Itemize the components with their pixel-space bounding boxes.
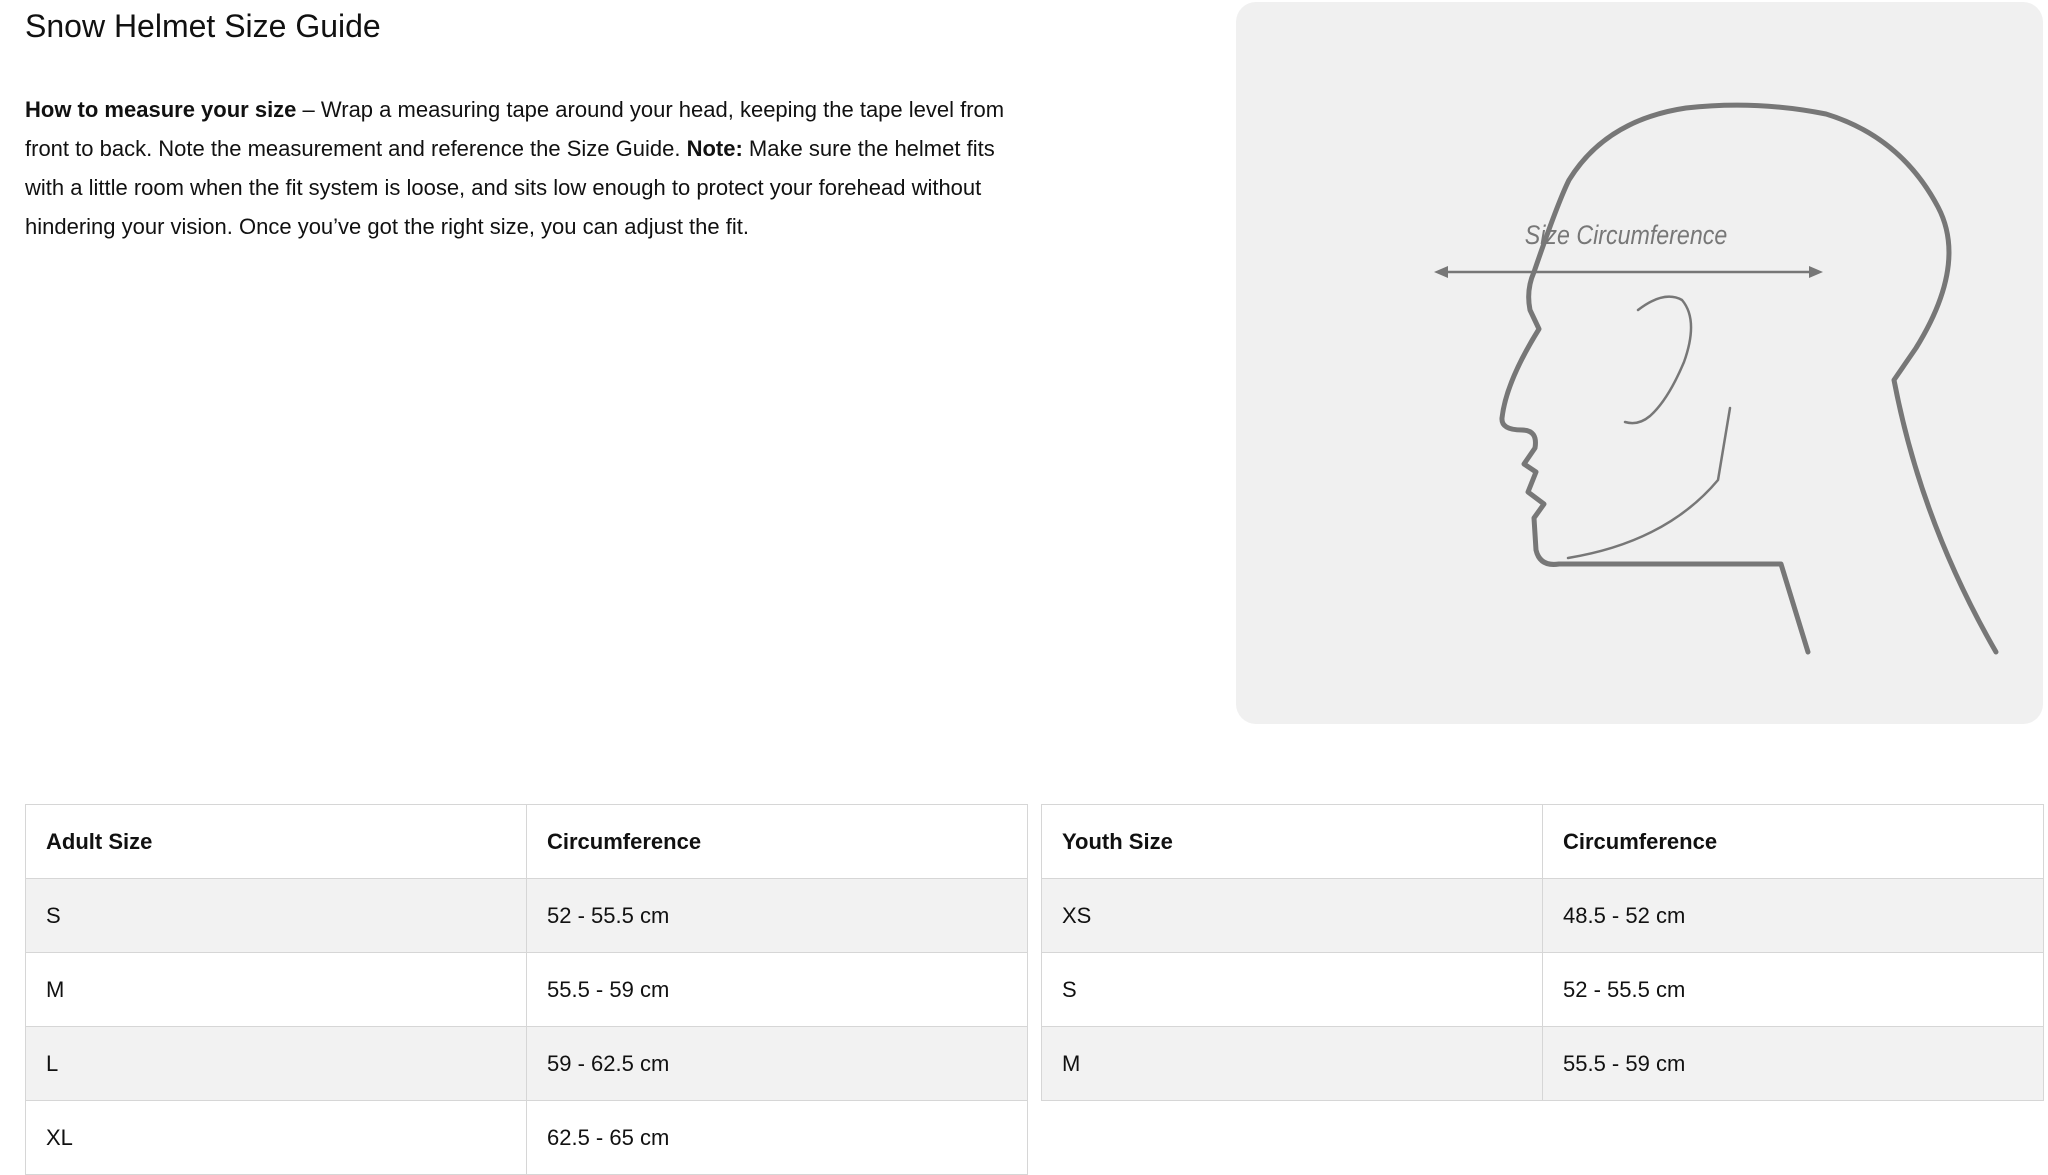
size-cell: S — [1042, 953, 1543, 1027]
size-cell: M — [26, 953, 527, 1027]
size-circumference-label: Size Circumference — [1524, 220, 1728, 251]
circumference-cell: 55.5 - 59 cm — [1543, 1027, 2044, 1101]
circumference-cell: 52 - 55.5 cm — [527, 879, 1028, 953]
size-cell: XL — [26, 1101, 527, 1175]
table-row — [1042, 953, 2044, 1027]
arrow-head-left — [1434, 266, 1448, 278]
size-cell: L — [26, 1027, 527, 1101]
size-cell: M — [1042, 1027, 1543, 1101]
measure-instructions — [25, 90, 1035, 246]
circumference-cell: 55.5 - 59 cm — [527, 953, 1028, 1027]
instructions-lead: How to measure your size — [25, 97, 297, 122]
circumference-cell: 59 - 62.5 cm — [527, 1027, 1028, 1101]
page-title: Snow Helmet Size Guide — [25, 8, 381, 44]
youth-circumference-header: Circumference — [1543, 805, 2044, 879]
adult-circumference-header: Circumference — [527, 805, 1028, 879]
table-row — [1042, 879, 2044, 953]
jaw-line — [1568, 408, 1730, 558]
arrow-head-right — [1809, 266, 1823, 278]
head-profile-diagram — [1236, 2, 2043, 724]
head-outline — [1502, 105, 1996, 652]
ear-outline — [1625, 297, 1691, 423]
youth-size-header: Youth Size — [1042, 805, 1543, 879]
table-row — [26, 1027, 1028, 1101]
table-row — [26, 953, 1028, 1027]
circumference-cell: 52 - 55.5 cm — [1543, 953, 2044, 1027]
size-cell: S — [26, 879, 527, 953]
instructions-note-label: Note: — [686, 136, 743, 161]
table-row — [1042, 1027, 2044, 1101]
instructions-note-text: Make sure the helmet fits with a little room when the fit system is loose, and sits low enough to protect your forehead without hindering your vision. Once you’ve got the right size, you can adjust the fit. — [25, 136, 995, 239]
adult-size-header: Adult Size — [26, 805, 527, 879]
instructions-body: – Wrap a measuring tape around your head, keeping the tape level from front to back. Note the measurement and reference the Size Guide. — [25, 97, 1005, 161]
youth-size-table — [1041, 804, 2044, 1101]
circumference-cell: 62.5 - 65 cm — [527, 1101, 1028, 1175]
table-row — [26, 879, 1028, 953]
head-measurement-illustration — [1236, 2, 2043, 724]
circumference-cell: 48.5 - 52 cm — [1543, 879, 2044, 953]
adult-size-table — [25, 804, 1028, 1175]
size-cell: XS — [1042, 879, 1543, 953]
table-row — [26, 1101, 1028, 1175]
table-header-row — [26, 805, 1028, 879]
table-header-row — [1042, 805, 2044, 879]
